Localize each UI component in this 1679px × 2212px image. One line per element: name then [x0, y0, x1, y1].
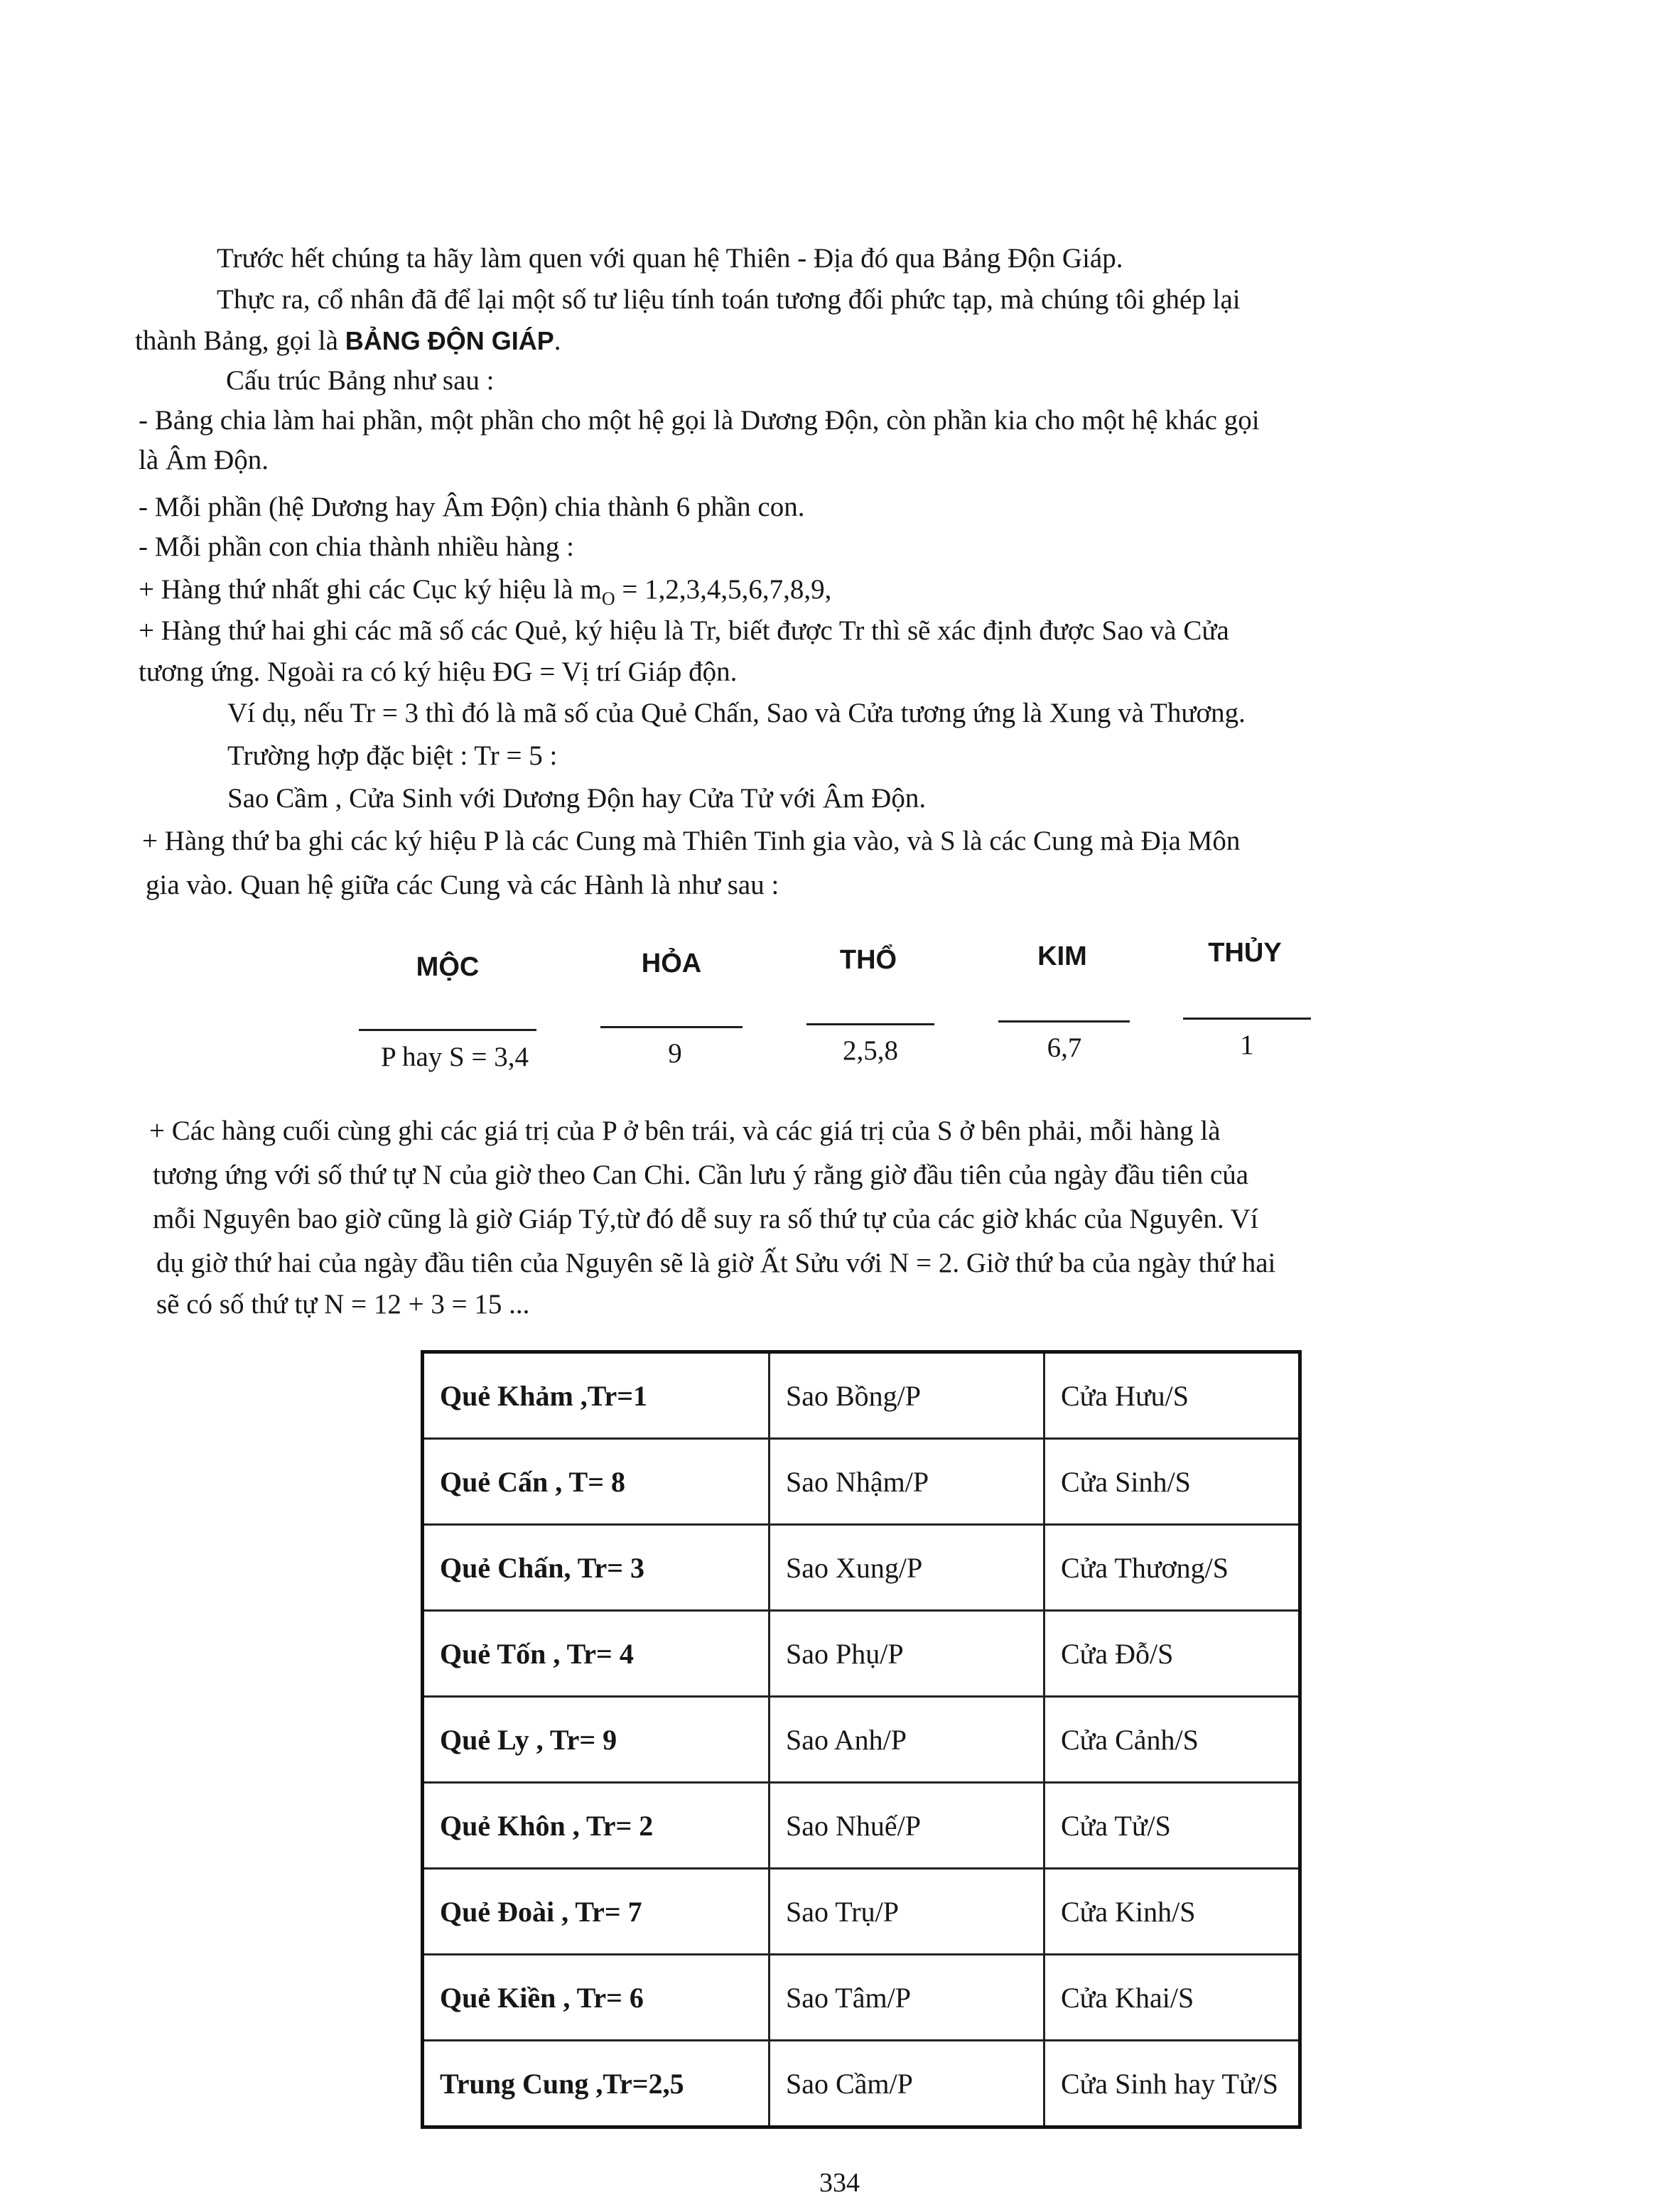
paragraph-line: là Âm Độn. — [139, 445, 269, 475]
sao-cell: Sao Nhậm/P — [770, 1439, 1044, 1525]
que-cell: Quẻ Tốn , Tr= 4 — [423, 1611, 770, 1697]
paragraph-line: tương ứng với số thứ tự N của giờ theo Can Chi. Cần lưu ý rằng giờ đầu tiên của ngày đầu tiên của — [153, 1160, 1249, 1190]
divider — [1183, 1018, 1311, 1020]
paragraph-intro: Trước hết chúng ta hãy làm quen với quan hệ Thiên - Địa đó qua Bảng Độn Giáp. — [217, 243, 1123, 274]
element-value-kim: 6,7 — [1047, 1032, 1082, 1063]
element-header-tho: THỔ — [839, 945, 897, 975]
cua-cell: Cửa Hưu/S — [1044, 1352, 1300, 1439]
paragraph-line: - Mỗi phần (hệ Dương hay Âm Độn) chia thành 6 phần con. — [139, 492, 805, 522]
que-cell: Quẻ Cấn , T= 8 — [423, 1439, 770, 1525]
table-name-bold: BẢNG ĐỘN GIÁP — [345, 326, 554, 355]
sao-cell: Sao Tâm/P — [770, 1955, 1044, 2041]
cua-cell: Cửa Đỗ/S — [1044, 1611, 1300, 1697]
paragraph-line: - Bảng chia làm hai phần, một phần cho một hệ gọi là Dương Độn, còn phần kia cho một hệ khác gọi — [139, 405, 1260, 436]
divider — [806, 1023, 934, 1025]
que-cell: Trung Cung ,Tr=2,5 — [423, 2041, 770, 2127]
paragraph-line: sẽ có số thứ tự N = 12 + 3 = 15 ... — [156, 1289, 530, 1320]
paragraph-line — [135, 324, 561, 358]
paragraph-line: + Hàng thứ hai ghi các mã số các Quẻ, ký hiệu là Tr, biết được Tr thì sẽ xác định được Sao và Cửa — [139, 615, 1229, 646]
element-header-hoa: HỎA — [641, 949, 702, 978]
element-value-moc: P hay S = 3,4 — [381, 1042, 529, 1072]
que-cell: Quẻ Chấn, Tr= 3 — [423, 1525, 770, 1611]
table-row — [423, 1352, 1300, 1439]
que-cell: Quẻ Khảm ,Tr=1 — [423, 1352, 770, 1439]
table-row — [423, 1869, 1300, 1955]
table-row — [423, 2041, 1300, 2127]
table-row — [423, 1783, 1300, 1869]
cua-cell: Cửa Sinh/S — [1044, 1439, 1300, 1525]
sao-cell: Sao Xung/P — [770, 1525, 1044, 1611]
text-fragment: thành Bảng, gọi là — [135, 325, 338, 356]
element-value-hoa: 9 — [668, 1038, 682, 1069]
cua-cell: Cửa Tử/S — [1044, 1783, 1300, 1869]
element-header-thuy: THỦY — [1208, 938, 1282, 968]
que-cell: Quẻ Đoài , Tr= 7 — [423, 1869, 770, 1955]
sao-cell: Sao Nhuế/P — [770, 1783, 1044, 1869]
paragraph-line: gia vào. Quan hệ giữa các Cung và các Hành là như sau : — [146, 870, 779, 900]
element-value-thuy: 1 — [1240, 1030, 1254, 1060]
table-row — [423, 1697, 1300, 1783]
cua-cell: Cửa Khai/S — [1044, 1955, 1300, 2041]
que-cell: Quẻ Ly , Tr= 9 — [423, 1697, 770, 1783]
que-cell: Quẻ Kiền , Tr= 6 — [423, 1955, 770, 2041]
divider — [600, 1026, 743, 1028]
paragraph-line: - Mỗi phần con chia thành nhiều hàng : — [139, 532, 575, 562]
table-row — [423, 1439, 1300, 1525]
table-row — [423, 1525, 1300, 1611]
que-cell: Quẻ Khôn , Tr= 2 — [423, 1783, 770, 1869]
sao-cell: Sao Trụ/P — [770, 1869, 1044, 1955]
text-fragment: . — [554, 325, 561, 356]
paragraph-line: Thực ra, cổ nhân đã để lại một số tư liệu tính toán tương đối phức tạp, mà chúng tôi ghép lại — [217, 284, 1241, 315]
subscript: O — [601, 588, 615, 609]
sao-cell: Sao Bồng/P — [770, 1352, 1044, 1439]
paragraph-line: Trường hợp đặc biệt : Tr = 5 : — [227, 740, 558, 771]
paragraph-line: Sao Cầm , Cửa Sinh với Dương Độn hay Cửa Tử với Âm Độn. — [227, 783, 927, 814]
element-value-tho: 2,5,8 — [843, 1035, 898, 1066]
cua-cell: Cửa Thương/S — [1044, 1525, 1300, 1611]
paragraph-line: tương ứng. Ngoài ra có ký hiệu ĐG = Vị trí Giáp độn. — [139, 657, 738, 687]
element-header-kim: KIM — [1037, 942, 1087, 971]
sao-cell: Sao Phụ/P — [770, 1611, 1044, 1697]
divider — [359, 1029, 536, 1031]
element-header-moc: MỘC — [416, 952, 480, 982]
table-row — [423, 1955, 1300, 2041]
divider — [998, 1020, 1130, 1023]
paragraph-line: mỗi Nguyên bao giờ cũng là giờ Giáp Tý,từ đó dễ suy ra số thứ tự của các giờ khác của Nguyên. Ví — [153, 1204, 1258, 1234]
text-fragment: = 1,2,3,4,5,6,7,8,9, — [615, 574, 832, 605]
table-row — [423, 1611, 1300, 1697]
paragraph-line — [139, 573, 831, 616]
sao-cell: Sao Anh/P — [770, 1697, 1044, 1783]
text-fragment: + Hàng thứ nhất ghi các Cục ký hiệu là m — [139, 574, 602, 605]
paragraph-line: + Các hàng cuối cùng ghi các giá trị của P ở bên trái, và các giá trị của S ở bên phải, mỗi hàng là — [149, 1116, 1221, 1146]
bang-que-sao-cua — [421, 1350, 1302, 2129]
page-number: 334 — [819, 2168, 860, 2198]
cua-cell: Cửa Kinh/S — [1044, 1869, 1300, 1955]
paragraph-line: Ví dụ, nếu Tr = 3 thì đó là mã số của Quẻ Chấn, Sao và Cửa tương ứng là Xung và Thương. — [227, 698, 1246, 728]
cua-cell: Cửa Cảnh/S — [1044, 1697, 1300, 1783]
paragraph-line: + Hàng thứ ba ghi các ký hiệu P là các Cung mà Thiên Tinh gia vào, và S là các Cung mà Địa Môn — [142, 826, 1241, 856]
paragraph-line: dụ giờ thứ hai của ngày đầu tiên của Nguyên sẽ là giờ Ất Sửu với N = 2. Giờ thứ ba của ngày thứ hai — [156, 1248, 1276, 1278]
paragraph-line: Cấu trúc Bảng như sau : — [226, 365, 495, 396]
cua-cell: Cửa Sinh hay Tử/S — [1044, 2041, 1300, 2127]
sao-cell: Sao Cầm/P — [770, 2041, 1044, 2127]
